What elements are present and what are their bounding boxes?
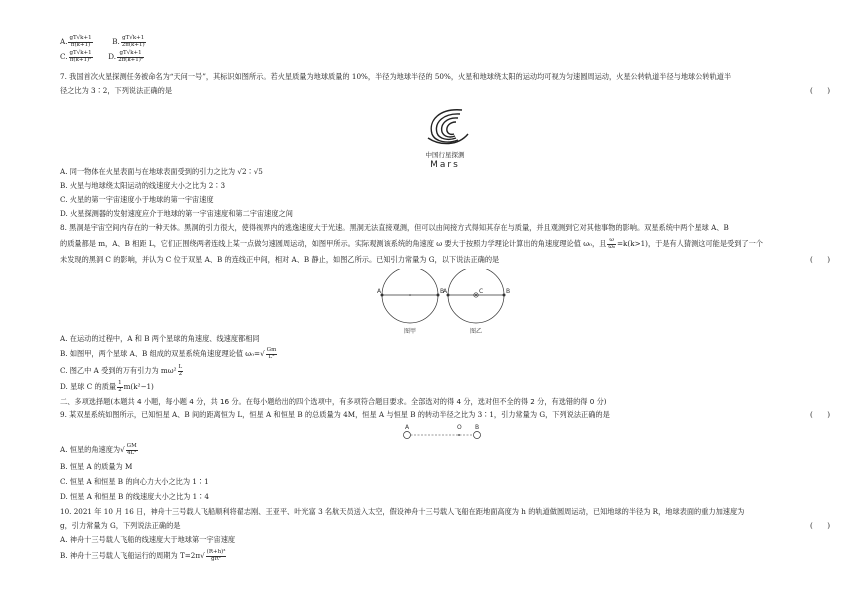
- q9-stem: 9. 某双星系统如图所示，已知恒星 A、B 间的距离恒为 L，恒星 A 和恒星 B 的总质量为 4M，恒星 A 与恒星 B 的转动半径之比为 3∶1，引力常量为 G，下列说法正确的是: [60, 410, 610, 419]
- q8-answer-paren: ( ): [810, 255, 830, 264]
- q7-option-d: D. 火星探测器的发射速度应介于地球的第一宇宙速度和第二宇宙速度之间: [60, 209, 293, 218]
- q9-option-d: D. 恒星 A 和恒星 B 的线速度大小之比为 1∶4: [60, 492, 209, 501]
- q6-option-b: B. $\frac{gT√k+1}{2\pi(k+1)}$: [112, 35, 145, 48]
- q9-star-b: [474, 432, 481, 439]
- q9-answer-paren: ( ): [810, 410, 830, 419]
- q7-answer-paren: ( ): [810, 86, 830, 95]
- fig2-label-a: A: [443, 288, 448, 295]
- q10-stem-line2: g，引力常量为 G，下列说法正确的是: [60, 521, 181, 530]
- q9-figure: [397, 423, 487, 441]
- logo-en-text: Mars: [430, 159, 460, 170]
- section-2-heading: 二、多项选择题(本题共 4 小题，每小题 4 分，共 16 分。在每小题给出的四个选项中，有多项符合题目要求。全部选对的得 4 分，选对但不全的得 2 分，有选错的得 0 分): [60, 397, 607, 406]
- q8-figure: [375, 269, 525, 335]
- fig2-label-c: C: [479, 288, 484, 295]
- q7-stem-line2: 径之比为 3∶2，下列说法正确的是: [60, 86, 173, 95]
- q7-option-a: A. 同一物体在火星表面与在地球表面受到的引力之比为 √2∶√5: [60, 167, 263, 176]
- q6-options-row1: [60, 36, 147, 48]
- q8-option-c: C. 图乙中 A 受到的万有引力为 mω² $\frac{L}{2}$: [60, 364, 183, 377]
- q10-option-a: A. 神舟十三号载人飞船的线速度大于地球第一宇宙速度: [60, 535, 236, 544]
- q9-center-o: [458, 434, 460, 436]
- fig1-label-b: B: [440, 288, 445, 295]
- q9-option-b: B. 恒星 A 的质量为 M: [60, 462, 133, 471]
- q7-option-c: C. 火星的第一宇宙速度小于地球的第一宇宙速度: [60, 195, 214, 204]
- q9-label-a: A: [405, 424, 410, 431]
- q8-stem-line1: 8. 黑洞是宇宙空间内存在的一种天体。黑洞的引力很大，使得视界内的逃逸速度大于光速。黑洞无法直接观测，但可以由间接方式得知其存在与质量，并且观测到它对其他事物的影响。双星系统中两个星球 A、B: [60, 223, 729, 232]
- fig1-caption: 图甲: [404, 328, 417, 335]
- q9-star-a: [404, 432, 411, 439]
- q6-options-row2: [60, 51, 145, 63]
- q10-answer-paren: ( ): [810, 521, 830, 530]
- q10-option-b: B. 神舟十三号载人飞船运行的周期为 T=2π√ $\frac{\text{(R+h)³}}{\text{gR²}}$: [60, 549, 226, 562]
- mars-logo: [400, 104, 490, 170]
- fig1-orbit: [382, 269, 438, 323]
- q10-stem-line1: 10. 2021 年 10 月 16 日，神舟十三号载人飞船顺利将翟志刚、王亚平、叶光富 3 名航天员送入太空，假设神舟十三号载人飞船在距地面高度为 h 的轨道做圆周运动，已知地球的半径为 R，地球表面的重力加速度为: [60, 507, 745, 516]
- q7-option-b: B. 火星与地球绕太阳运动的线速度大小之比为 2∶3: [60, 181, 226, 190]
- q6-option-c: C. $\frac{gT√k+1}{\text{π(k+1)²}}$: [60, 50, 92, 63]
- q6-option-d: D. $\frac{gT√k+1}{\text{2π(k+1)²}}$: [108, 50, 144, 63]
- fig2-caption: 图乙: [470, 328, 483, 335]
- fig1-label-a: A: [377, 288, 382, 295]
- q8-option-b: B. 如图甲，两个星球 A、B 组成的双星系统角速度理论值 ω₀=√ $\frac{Gm}{\text{L³}}$: [60, 347, 277, 360]
- q9-option-a: A. 恒星的角速度为√ $\frac{GM}{\text{4L³}}$: [60, 443, 137, 456]
- q7-stem-line1: 7. 我国首次火星探测任务被命名为“天问一号”，其标识如图所示。若火星质量为地球质量的 10%，半径为地球半径的 50%，火星和地球绕太阳的运动均可视为匀速圆周运动，火星公转轨道半径与地球公转轨道半: [60, 72, 732, 81]
- q8-option-a: A. 在运动的过程中，A 和 B 两个星球的角速度、线速度都相同: [60, 334, 260, 343]
- mars-swirl-icon: [400, 104, 490, 148]
- q6-option-a: A. $\frac{gT√k+1}{\pi(k+1)}$: [60, 35, 92, 48]
- fig1-center: [409, 294, 411, 296]
- fig2-label-b: B: [506, 288, 511, 295]
- q9-label-b: B: [475, 424, 480, 431]
- q8-stem-line2: 的质量都是 m，A、B 相距 L，它们正围绕两者连线上某一点做匀速圆周运动，如图甲所示。实际观测该系统的角速度 ω 要大于按照力学理论计算出的角速度理论值 ω₀，且 $\frac{\omega}{\text{ω₀}}$ =k(k>1)，于是有人猜测这可能是受到了一个: [60, 237, 763, 250]
- q9-option-c: C. 恒星 A 和恒星 B 的向心力大小之比为 1∶1: [60, 477, 209, 486]
- q9-label-o: O: [457, 424, 462, 431]
- q8-option-d: D. 星球 C 的质量 $\frac{1}{2}$ m(k²−1): [60, 380, 154, 393]
- q8-stem-line3: 未发现的黑洞 C 的影响，并认为 C 位于双星 A、B 的连线正中间，相对 A、B 静止，如图乙所示。已知引力常量为 G，以下说法正确的是: [60, 255, 500, 264]
- logo-cn-text: 中国行星探测: [425, 151, 465, 160]
- fig2-blackhole: [475, 294, 477, 296]
